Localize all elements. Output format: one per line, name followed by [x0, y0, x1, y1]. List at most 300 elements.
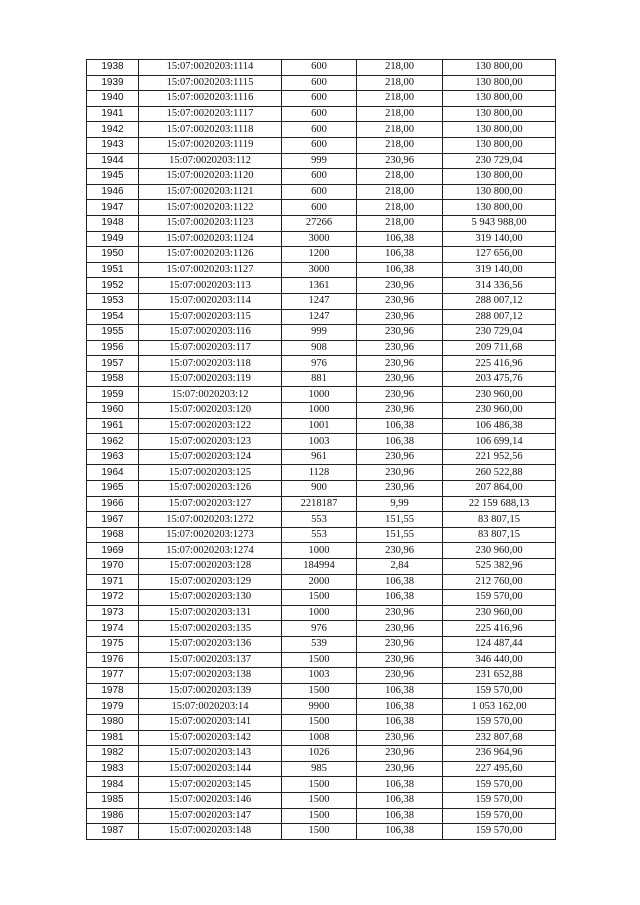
area-cell: 1008 [282, 730, 357, 746]
table-row [87, 605, 556, 621]
table-row [87, 652, 556, 668]
table-row [87, 122, 556, 138]
row-number-cell: 1959 [87, 387, 139, 403]
area-cell: 27266 [282, 215, 357, 231]
specific-value-cell: 106,38 [357, 777, 443, 793]
area-cell: 1500 [282, 777, 357, 793]
table-row [87, 574, 556, 590]
table-row [87, 184, 556, 200]
cadastral-value-cell: 159 570,00 [443, 824, 556, 840]
cadastral-number-cell: 15:07:0020203:1272 [139, 512, 282, 528]
cadastral-number-cell: 15:07:0020203:146 [139, 792, 282, 808]
specific-value-cell: 230,96 [357, 481, 443, 497]
specific-value-cell: 106,38 [357, 574, 443, 590]
area-cell: 1500 [282, 792, 357, 808]
specific-value-cell: 230,96 [357, 746, 443, 762]
row-number-cell: 1976 [87, 652, 139, 668]
cadastral-number-cell: 15:07:0020203:143 [139, 746, 282, 762]
table-row [87, 153, 556, 169]
cadastral-value-cell: 319 140,00 [443, 262, 556, 278]
cadastral-value-cell: 130 800,00 [443, 60, 556, 76]
row-number-cell: 1968 [87, 527, 139, 543]
specific-value-cell: 106,38 [357, 418, 443, 434]
row-number-cell: 1964 [87, 465, 139, 481]
specific-value-cell: 106,38 [357, 231, 443, 247]
table-row [87, 387, 556, 403]
table-row [87, 169, 556, 185]
table-row [87, 200, 556, 216]
specific-value-cell: 230,96 [357, 543, 443, 559]
table-row [87, 761, 556, 777]
specific-value-cell: 106,38 [357, 824, 443, 840]
table-row [87, 699, 556, 715]
row-number-cell: 1956 [87, 340, 139, 356]
row-number-cell: 1944 [87, 153, 139, 169]
row-number-cell: 1977 [87, 668, 139, 684]
area-cell: 976 [282, 356, 357, 372]
row-number-cell: 1984 [87, 777, 139, 793]
cadastral-number-cell: 15:07:0020203:122 [139, 418, 282, 434]
area-cell: 600 [282, 169, 357, 185]
table-row [87, 91, 556, 107]
table-row [87, 808, 556, 824]
row-number-cell: 1978 [87, 683, 139, 699]
cadastral-number-cell: 15:07:0020203:1274 [139, 543, 282, 559]
specific-value-cell: 230,96 [357, 449, 443, 465]
table-row [87, 777, 556, 793]
area-cell: 1500 [282, 683, 357, 699]
area-cell: 985 [282, 761, 357, 777]
cadastral-value-cell: 230 960,00 [443, 403, 556, 419]
cadastral-number-cell: 15:07:0020203:1117 [139, 106, 282, 122]
cadastral-number-cell: 15:07:0020203:1120 [139, 169, 282, 185]
cadastral-value-cell: 231 652,88 [443, 668, 556, 684]
specific-value-cell: 230,96 [357, 356, 443, 372]
cadastral-number-cell: 15:07:0020203:120 [139, 403, 282, 419]
table-row [87, 356, 556, 372]
area-cell: 600 [282, 122, 357, 138]
row-number-cell: 1951 [87, 262, 139, 278]
row-number-cell: 1973 [87, 605, 139, 621]
cadastral-value-cell: 159 570,00 [443, 808, 556, 824]
cadastral-number-cell: 15:07:0020203:123 [139, 434, 282, 450]
cadastral-value-cell: 203 475,76 [443, 371, 556, 387]
table-row [87, 434, 556, 450]
table-row [87, 559, 556, 575]
specific-value-cell: 218,00 [357, 75, 443, 91]
table-row [87, 371, 556, 387]
area-cell: 1361 [282, 278, 357, 294]
specific-value-cell: 106,38 [357, 247, 443, 263]
table-row [87, 449, 556, 465]
specific-value-cell: 218,00 [357, 122, 443, 138]
table-row [87, 621, 556, 637]
cadastral-number-cell: 15:07:0020203:1116 [139, 91, 282, 107]
row-number-cell: 1972 [87, 590, 139, 606]
specific-value-cell: 218,00 [357, 184, 443, 200]
specific-value-cell: 151,55 [357, 512, 443, 528]
table-row [87, 247, 556, 263]
specific-value-cell: 218,00 [357, 137, 443, 153]
cadastral-number-cell: 15:07:0020203:125 [139, 465, 282, 481]
cadastral-value-cell: 130 800,00 [443, 106, 556, 122]
row-number-cell: 1953 [87, 293, 139, 309]
cadastral-number-cell: 15:07:0020203:119 [139, 371, 282, 387]
area-cell: 2000 [282, 574, 357, 590]
cadastral-value-cell: 314 336,56 [443, 278, 556, 294]
cadastral-value-cell: 5 943 988,00 [443, 215, 556, 231]
area-cell: 553 [282, 512, 357, 528]
row-number-cell: 1946 [87, 184, 139, 200]
specific-value-cell: 230,96 [357, 652, 443, 668]
row-number-cell: 1960 [87, 403, 139, 419]
table-row [87, 215, 556, 231]
cadastral-number-cell: 15:07:0020203:115 [139, 309, 282, 325]
table-row [87, 512, 556, 528]
area-cell: 600 [282, 200, 357, 216]
cadastral-number-cell: 15:07:0020203:137 [139, 652, 282, 668]
row-number-cell: 1938 [87, 60, 139, 76]
specific-value-cell: 230,96 [357, 278, 443, 294]
area-cell: 1247 [282, 309, 357, 325]
table-row [87, 683, 556, 699]
row-number-cell: 1966 [87, 496, 139, 512]
specific-value-cell: 151,55 [357, 527, 443, 543]
specific-value-cell: 230,96 [357, 387, 443, 403]
cadastral-value-cell: 1 053 162,00 [443, 699, 556, 715]
cadastral-number-cell: 15:07:0020203:126 [139, 481, 282, 497]
cadastral-value-cell: 221 952,56 [443, 449, 556, 465]
cadastral-number-cell: 15:07:0020203:14 [139, 699, 282, 715]
area-cell: 999 [282, 153, 357, 169]
cadastral-number-cell: 15:07:0020203:128 [139, 559, 282, 575]
row-number-cell: 1950 [87, 247, 139, 263]
specific-value-cell: 106,38 [357, 590, 443, 606]
table-row [87, 106, 556, 122]
table-row [87, 403, 556, 419]
table-row [87, 293, 556, 309]
cadastral-value-cell: 288 007,12 [443, 309, 556, 325]
table-row [87, 465, 556, 481]
area-cell: 900 [282, 481, 357, 497]
table-row [87, 496, 556, 512]
specific-value-cell: 218,00 [357, 60, 443, 76]
cadastral-value-cell: 319 140,00 [443, 231, 556, 247]
row-number-cell: 1955 [87, 325, 139, 341]
specific-value-cell: 230,96 [357, 293, 443, 309]
area-cell: 1500 [282, 652, 357, 668]
cadastral-number-cell: 15:07:0020203:1121 [139, 184, 282, 200]
specific-value-cell: 230,96 [357, 605, 443, 621]
cadastral-value-cell: 346 440,00 [443, 652, 556, 668]
row-number-cell: 1967 [87, 512, 139, 528]
cadastral-number-cell: 15:07:0020203:136 [139, 636, 282, 652]
cadastral-value-cell: 22 159 688,13 [443, 496, 556, 512]
cadastral-number-cell: 15:07:0020203:112 [139, 153, 282, 169]
area-cell: 881 [282, 371, 357, 387]
cadastral-number-cell: 15:07:0020203:142 [139, 730, 282, 746]
cadastral-value-cell: 130 800,00 [443, 137, 556, 153]
cadastral-number-cell: 15:07:0020203:1124 [139, 231, 282, 247]
area-cell: 9900 [282, 699, 357, 715]
cadastral-value-cell: 83 807,15 [443, 512, 556, 528]
area-cell: 908 [282, 340, 357, 356]
specific-value-cell: 218,00 [357, 169, 443, 185]
cadastral-value-cell: 230 729,04 [443, 325, 556, 341]
table-row [87, 325, 556, 341]
area-cell: 600 [282, 106, 357, 122]
cadastral-number-cell: 15:07:0020203:1119 [139, 137, 282, 153]
cadastral-value-cell: 130 800,00 [443, 200, 556, 216]
specific-value-cell: 230,96 [357, 668, 443, 684]
area-cell: 600 [282, 60, 357, 76]
row-number-cell: 1969 [87, 543, 139, 559]
table-row [87, 714, 556, 730]
row-number-cell: 1958 [87, 371, 139, 387]
area-cell: 3000 [282, 231, 357, 247]
area-cell: 1001 [282, 418, 357, 434]
cadastral-value-cell: 106 699,14 [443, 434, 556, 450]
cadastral-number-cell: 15:07:0020203:1122 [139, 200, 282, 216]
cadastral-number-cell: 15:07:0020203:141 [139, 714, 282, 730]
cadastral-number-cell: 15:07:0020203:1118 [139, 122, 282, 138]
cadastral-value-table [86, 59, 556, 840]
specific-value-cell: 106,38 [357, 699, 443, 715]
row-number-cell: 1943 [87, 137, 139, 153]
area-cell: 553 [282, 527, 357, 543]
table-row [87, 137, 556, 153]
table-row [87, 668, 556, 684]
table-row [87, 75, 556, 91]
cadastral-value-cell: 212 760,00 [443, 574, 556, 590]
cadastral-value-cell: 260 522,88 [443, 465, 556, 481]
specific-value-cell: 9,99 [357, 496, 443, 512]
cadastral-value-cell: 207 864,00 [443, 481, 556, 497]
area-cell: 999 [282, 325, 357, 341]
cadastral-value-cell: 130 800,00 [443, 75, 556, 91]
cadastral-number-cell: 15:07:0020203:113 [139, 278, 282, 294]
cadastral-number-cell: 15:07:0020203:130 [139, 590, 282, 606]
cadastral-value-cell: 230 729,04 [443, 153, 556, 169]
cadastral-value-cell: 227 495,60 [443, 761, 556, 777]
row-number-cell: 1952 [87, 278, 139, 294]
area-cell: 2218187 [282, 496, 357, 512]
specific-value-cell: 106,38 [357, 808, 443, 824]
area-cell: 976 [282, 621, 357, 637]
area-cell: 961 [282, 449, 357, 465]
cadastral-value-cell: 130 800,00 [443, 91, 556, 107]
specific-value-cell: 230,96 [357, 403, 443, 419]
cadastral-number-cell: 15:07:0020203:138 [139, 668, 282, 684]
area-cell: 539 [282, 636, 357, 652]
area-cell: 600 [282, 91, 357, 107]
area-cell: 1500 [282, 714, 357, 730]
cadastral-number-cell: 15:07:0020203:129 [139, 574, 282, 590]
row-number-cell: 1942 [87, 122, 139, 138]
specific-value-cell: 2,84 [357, 559, 443, 575]
table-row [87, 231, 556, 247]
cadastral-number-cell: 15:07:0020203:131 [139, 605, 282, 621]
specific-value-cell: 106,38 [357, 792, 443, 808]
cadastral-value-cell: 159 570,00 [443, 792, 556, 808]
cadastral-number-cell: 15:07:0020203:12 [139, 387, 282, 403]
area-cell: 1500 [282, 808, 357, 824]
specific-value-cell: 106,38 [357, 714, 443, 730]
cadastral-value-cell: 225 416,96 [443, 356, 556, 372]
specific-value-cell: 230,96 [357, 371, 443, 387]
row-number-cell: 1980 [87, 714, 139, 730]
area-cell: 600 [282, 137, 357, 153]
row-number-cell: 1961 [87, 418, 139, 434]
cadastral-number-cell: 15:07:0020203:1123 [139, 215, 282, 231]
cadastral-number-cell: 15:07:0020203:127 [139, 496, 282, 512]
row-number-cell: 1970 [87, 559, 139, 575]
area-cell: 1026 [282, 746, 357, 762]
cadastral-number-cell: 15:07:0020203:148 [139, 824, 282, 840]
row-number-cell: 1957 [87, 356, 139, 372]
cadastral-value-cell: 159 570,00 [443, 590, 556, 606]
area-cell: 1500 [282, 824, 357, 840]
specific-value-cell: 230,96 [357, 340, 443, 356]
cadastral-number-cell: 15:07:0020203:1273 [139, 527, 282, 543]
specific-value-cell: 230,96 [357, 636, 443, 652]
table-row [87, 590, 556, 606]
cadastral-number-cell: 15:07:0020203:117 [139, 340, 282, 356]
row-number-cell: 1982 [87, 746, 139, 762]
row-number-cell: 1947 [87, 200, 139, 216]
row-number-cell: 1962 [87, 434, 139, 450]
specific-value-cell: 230,96 [357, 465, 443, 481]
area-cell: 184994 [282, 559, 357, 575]
table-row [87, 746, 556, 762]
table-row [87, 481, 556, 497]
cadastral-value-cell: 130 800,00 [443, 169, 556, 185]
cadastral-number-cell: 15:07:0020203:135 [139, 621, 282, 637]
cadastral-value-cell: 124 487,44 [443, 636, 556, 652]
area-cell: 600 [282, 184, 357, 200]
cadastral-value-cell: 159 570,00 [443, 683, 556, 699]
table-row [87, 278, 556, 294]
cadastral-value-cell: 130 800,00 [443, 122, 556, 138]
specific-value-cell: 106,38 [357, 683, 443, 699]
cadastral-value-cell: 159 570,00 [443, 777, 556, 793]
table-row [87, 543, 556, 559]
row-number-cell: 1965 [87, 481, 139, 497]
cadastral-value-cell: 232 807,68 [443, 730, 556, 746]
table-row [87, 730, 556, 746]
area-cell: 1000 [282, 403, 357, 419]
table-row [87, 792, 556, 808]
cadastral-number-cell: 15:07:0020203:124 [139, 449, 282, 465]
specific-value-cell: 218,00 [357, 106, 443, 122]
row-number-cell: 1948 [87, 215, 139, 231]
cadastral-number-cell: 15:07:0020203:139 [139, 683, 282, 699]
specific-value-cell: 218,00 [357, 215, 443, 231]
area-cell: 1003 [282, 668, 357, 684]
row-number-cell: 1987 [87, 824, 139, 840]
specific-value-cell: 230,96 [357, 761, 443, 777]
row-number-cell: 1963 [87, 449, 139, 465]
cadastral-value-cell: 83 807,15 [443, 527, 556, 543]
cadastral-number-cell: 15:07:0020203:1115 [139, 75, 282, 91]
row-number-cell: 1975 [87, 636, 139, 652]
area-cell: 1500 [282, 590, 357, 606]
row-number-cell: 1974 [87, 621, 139, 637]
cadastral-value-cell: 130 800,00 [443, 184, 556, 200]
cadastral-number-cell: 15:07:0020203:1114 [139, 60, 282, 76]
row-number-cell: 1979 [87, 699, 139, 715]
specific-value-cell: 218,00 [357, 200, 443, 216]
row-number-cell: 1939 [87, 75, 139, 91]
cadastral-number-cell: 15:07:0020203:144 [139, 761, 282, 777]
area-cell: 1200 [282, 247, 357, 263]
row-number-cell: 1981 [87, 730, 139, 746]
cadastral-value-cell: 230 960,00 [443, 543, 556, 559]
cadastral-value-cell: 288 007,12 [443, 293, 556, 309]
table-row [87, 309, 556, 325]
cadastral-value-cell: 225 416,96 [443, 621, 556, 637]
cadastral-value-cell: 230 960,00 [443, 387, 556, 403]
cadastral-value-cell: 127 656,00 [443, 247, 556, 263]
area-cell: 1000 [282, 387, 357, 403]
row-number-cell: 1949 [87, 231, 139, 247]
table-row [87, 340, 556, 356]
cadastral-value-cell: 236 964,96 [443, 746, 556, 762]
table-row [87, 824, 556, 840]
table-row [87, 262, 556, 278]
cadastral-number-cell: 15:07:0020203:1126 [139, 247, 282, 263]
row-number-cell: 1940 [87, 91, 139, 107]
cadastral-number-cell: 15:07:0020203:145 [139, 777, 282, 793]
specific-value-cell: 230,96 [357, 621, 443, 637]
area-cell: 1247 [282, 293, 357, 309]
row-number-cell: 1971 [87, 574, 139, 590]
area-cell: 1128 [282, 465, 357, 481]
cadastral-number-cell: 15:07:0020203:116 [139, 325, 282, 341]
cadastral-value-cell: 159 570,00 [443, 714, 556, 730]
cadastral-value-cell: 525 382,96 [443, 559, 556, 575]
table-row [87, 418, 556, 434]
area-cell: 1003 [282, 434, 357, 450]
cadastral-number-cell: 15:07:0020203:114 [139, 293, 282, 309]
specific-value-cell: 106,38 [357, 262, 443, 278]
specific-value-cell: 230,96 [357, 325, 443, 341]
area-cell: 1000 [282, 543, 357, 559]
cadastral-value-cell: 209 711,68 [443, 340, 556, 356]
cadastral-value-cell: 106 486,38 [443, 418, 556, 434]
specific-value-cell: 230,96 [357, 153, 443, 169]
area-cell: 3000 [282, 262, 357, 278]
area-cell: 1000 [282, 605, 357, 621]
row-number-cell: 1954 [87, 309, 139, 325]
row-number-cell: 1983 [87, 761, 139, 777]
row-number-cell: 1985 [87, 792, 139, 808]
cadastral-number-cell: 15:07:0020203:147 [139, 808, 282, 824]
table-row [87, 636, 556, 652]
row-number-cell: 1941 [87, 106, 139, 122]
table-body [87, 60, 556, 840]
cadastral-number-cell: 15:07:0020203:118 [139, 356, 282, 372]
cadastral-value-cell: 230 960,00 [443, 605, 556, 621]
specific-value-cell: 218,00 [357, 91, 443, 107]
area-cell: 600 [282, 75, 357, 91]
specific-value-cell: 230,96 [357, 309, 443, 325]
specific-value-cell: 230,96 [357, 730, 443, 746]
specific-value-cell: 106,38 [357, 434, 443, 450]
table-row [87, 60, 556, 76]
row-number-cell: 1986 [87, 808, 139, 824]
cadastral-number-cell: 15:07:0020203:1127 [139, 262, 282, 278]
